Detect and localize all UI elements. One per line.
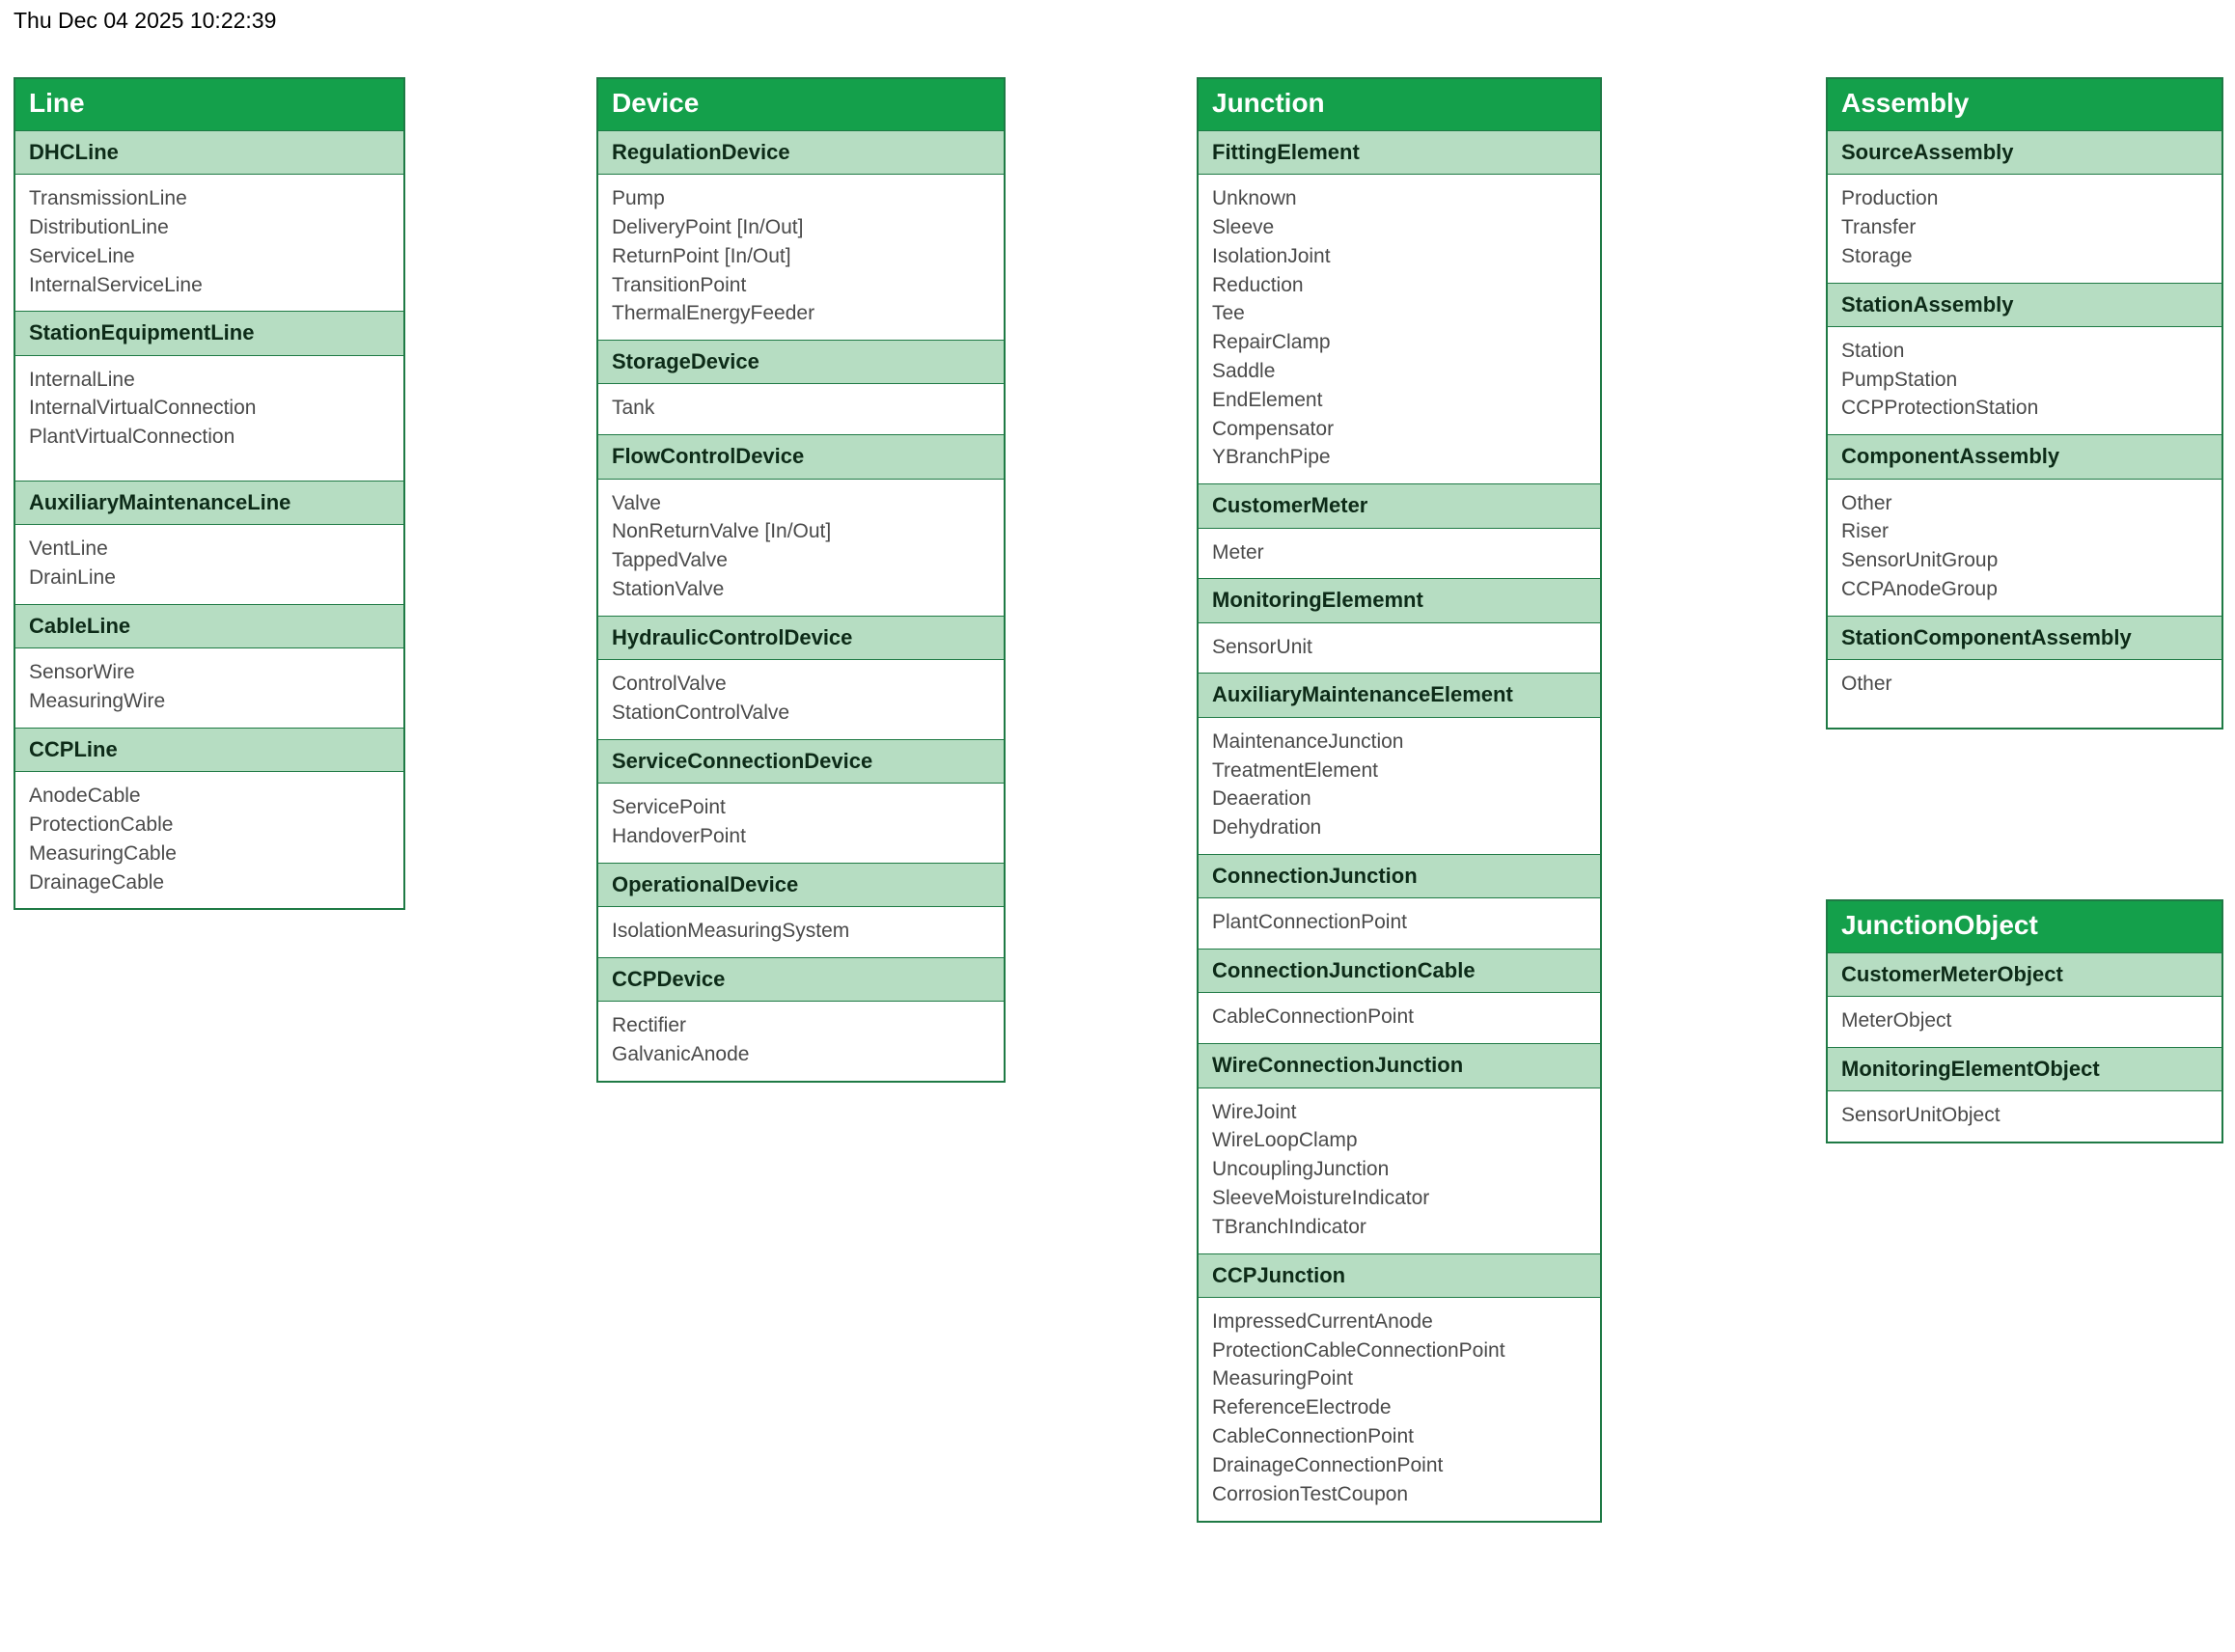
group-storagedevice <box>598 340 1004 434</box>
group-header-componentassembly: ComponentAssembly <box>1828 435 2221 479</box>
list-item: ProtectionCable <box>29 813 174 837</box>
list-item: Dehydration <box>1212 816 1322 840</box>
card-device <box>596 77 1006 1083</box>
card-line <box>14 77 405 910</box>
group-items-wireconnectionjunction <box>1199 1088 1600 1253</box>
group-header-connectionjunctioncable: ConnectionJunctionCable <box>1199 950 1600 993</box>
list-item: PumpStation <box>1841 368 1958 391</box>
list-item: HandoverPoint <box>612 824 746 847</box>
group-header-fittingelement: FittingElement <box>1199 131 1600 175</box>
group-items-customermeterobject <box>1828 997 2221 1047</box>
card-column-line <box>14 77 405 910</box>
group-stationassembly <box>1828 283 2221 435</box>
group-operationaldevice <box>598 863 1004 957</box>
group-items-operationaldevice <box>598 907 1004 957</box>
card-column-junction <box>1197 77 1602 1523</box>
group-ccpline <box>15 728 403 909</box>
group-header-hydrauliccontroldevice: HydraulicControlDevice <box>598 617 1004 660</box>
list-item: Sleeve <box>1212 215 1275 238</box>
list-item: DeliveryPoint [In/Out] <box>612 215 804 238</box>
group-serviceconnectiondevice <box>598 739 1004 863</box>
group-items-stationassembly <box>1828 327 2221 434</box>
group-customermeter <box>1199 483 1600 578</box>
group-header-monitoringelememnt: MonitoringElememnt <box>1199 579 1600 622</box>
group-header-dhcline: DHCLine <box>15 131 403 175</box>
group-dhcline <box>15 130 403 312</box>
group-items-stationequipmentline <box>15 356 403 481</box>
card-title-device: Device <box>598 79 1004 130</box>
card-title-junction: Junction <box>1199 79 1600 130</box>
list-item: TappedValve <box>612 549 728 572</box>
group-ccpjunction <box>1199 1253 1600 1521</box>
group-connectionjunction <box>1199 854 1600 949</box>
group-customermeterobject <box>1828 952 2221 1047</box>
group-header-regulationdevice: RegulationDevice <box>598 131 1004 175</box>
list-item: PlantVirtualConnection <box>29 426 235 449</box>
list-item: Station <box>1841 339 1905 362</box>
list-item: CableConnectionPoint <box>1212 1005 1414 1029</box>
list-item: DistributionLine <box>29 215 169 238</box>
list-item: StationControlValve <box>612 701 790 724</box>
group-items-dhcline <box>15 175 403 311</box>
group-header-auxiliarymaintenanceelement: AuxiliaryMaintenanceElement <box>1199 674 1600 717</box>
group-fittingelement <box>1199 130 1600 483</box>
list-item: Production <box>1841 187 1939 210</box>
list-item: Other <box>1841 673 1892 696</box>
group-header-ccpjunction: CCPJunction <box>1199 1254 1600 1298</box>
list-item: WireJoint <box>1212 1100 1297 1123</box>
group-monitoringelememnt <box>1199 578 1600 673</box>
list-item: MeasuringPoint <box>1212 1367 1353 1390</box>
group-header-stationequipmentline: StationEquipmentLine <box>15 312 403 355</box>
group-header-connectionjunction: ConnectionJunction <box>1199 855 1600 898</box>
group-cableline <box>15 604 403 728</box>
group-items-storagedevice <box>598 384 1004 434</box>
list-item: ReferenceElectrode <box>1212 1396 1392 1419</box>
card-junctionobject <box>1826 899 2223 1143</box>
list-item: TransmissionLine <box>29 187 187 210</box>
list-item: InternalVirtualConnection <box>29 397 257 420</box>
group-header-stationassembly: StationAssembly <box>1828 284 2221 327</box>
list-item: GalvanicAnode <box>612 1042 750 1065</box>
list-item: Rectifier <box>612 1014 687 1037</box>
list-item: CCPProtectionStation <box>1841 397 2039 420</box>
list-item: Riser <box>1841 520 1890 543</box>
group-items-cableline <box>15 648 403 728</box>
list-item: DrainageCable <box>29 870 165 894</box>
list-item: Deaeration <box>1212 787 1311 811</box>
list-item: MeasuringWire <box>29 690 166 713</box>
card-column-assembly <box>1826 77 2223 730</box>
list-item: MeterObject <box>1841 1009 1952 1032</box>
list-item: InternalLine <box>29 368 135 391</box>
group-items-fittingelement <box>1199 175 1600 483</box>
list-item: Meter <box>1212 540 1264 564</box>
group-hydrauliccontroldevice <box>598 616 1004 739</box>
card-title-junctionobject: JunctionObject <box>1828 901 2221 952</box>
group-items-monitoringelementobject <box>1828 1091 2221 1142</box>
group-items-serviceconnectiondevice <box>598 784 1004 863</box>
group-connectionjunctioncable <box>1199 949 1600 1043</box>
list-item: SensorUnit <box>1212 635 1312 658</box>
list-item: CCPAnodeGroup <box>1841 578 1998 600</box>
group-items-ccpdevice <box>598 1002 1004 1081</box>
list-item: SensorUnitGroup <box>1841 549 1999 572</box>
list-item: CableConnectionPoint <box>1212 1425 1414 1448</box>
list-item: TreatmentElement <box>1212 758 1378 782</box>
group-header-customermeterobject: CustomerMeterObject <box>1828 953 2221 997</box>
list-item: IsolationMeasuringSystem <box>612 919 850 942</box>
list-item: InternalServiceLine <box>29 273 203 296</box>
group-items-monitoringelememnt <box>1199 623 1600 674</box>
list-item: Valve <box>612 491 661 514</box>
group-items-flowcontroldevice <box>598 480 1004 616</box>
card-column-junctionobject <box>1826 899 2223 1143</box>
group-header-storagedevice: StorageDevice <box>598 341 1004 384</box>
group-items-sourceassembly <box>1828 175 2221 282</box>
group-header-ccpdevice: CCPDevice <box>598 958 1004 1002</box>
list-item: DrainageConnectionPoint <box>1212 1453 1444 1476</box>
group-monitoringelementobject <box>1828 1047 2221 1142</box>
group-componentassembly <box>1828 434 2221 616</box>
group-regulationdevice <box>598 130 1004 340</box>
list-item: WireLoopClamp <box>1212 1129 1358 1152</box>
group-items-auxiliarymaintenanceline <box>15 525 403 604</box>
group-items-hydrauliccontroldevice <box>598 660 1004 739</box>
list-item: Transfer <box>1841 215 1917 238</box>
group-header-ccpline: CCPLine <box>15 729 403 772</box>
list-item: Reduction <box>1212 273 1304 296</box>
list-item: ThermalEnergyFeeder <box>612 302 815 325</box>
group-header-sourceassembly: SourceAssembly <box>1828 131 2221 175</box>
list-item: UncouplingJunction <box>1212 1158 1390 1181</box>
list-item: Saddle <box>1212 359 1276 382</box>
group-auxiliarymaintenanceelement <box>1199 673 1600 854</box>
group-auxiliarymaintenanceline <box>15 481 403 604</box>
list-item: MeasuringCable <box>29 841 177 865</box>
list-item: YBranchPipe <box>1212 446 1331 469</box>
group-header-serviceconnectiondevice: ServiceConnectionDevice <box>598 740 1004 784</box>
list-item: IsolationJoint <box>1212 244 1331 267</box>
list-item: StationValve <box>612 578 725 600</box>
list-item: ImpressedCurrentAnode <box>1212 1309 1433 1333</box>
group-header-flowcontroldevice: FlowControlDevice <box>598 435 1004 479</box>
group-flowcontroldevice <box>598 434 1004 616</box>
list-item: NonReturnValve [In/Out] <box>612 520 832 543</box>
list-item: DrainLine <box>29 566 116 590</box>
list-item: TransitionPoint <box>612 273 747 296</box>
group-header-customermeter: CustomerMeter <box>1199 484 1600 528</box>
card-title-line: Line <box>15 79 403 130</box>
group-ccpdevice <box>598 957 1004 1081</box>
list-item: SensorWire <box>29 661 135 684</box>
group-stationcomponentassembly <box>1828 616 2221 728</box>
group-items-auxiliarymaintenanceelement <box>1199 718 1600 854</box>
list-item: TBranchIndicator <box>1212 1215 1366 1238</box>
group-items-ccpjunction <box>1199 1298 1600 1521</box>
list-item: Tank <box>612 397 655 420</box>
list-item: Compensator <box>1212 417 1335 440</box>
group-items-componentassembly <box>1828 480 2221 616</box>
group-items-stationcomponentassembly <box>1828 660 2221 728</box>
group-header-cableline: CableLine <box>15 605 403 648</box>
group-header-wireconnectionjunction: WireConnectionJunction <box>1199 1044 1600 1088</box>
list-item: VentLine <box>29 537 108 561</box>
group-sourceassembly <box>1828 130 2221 283</box>
group-header-monitoringelementobject: MonitoringElementObject <box>1828 1048 2221 1091</box>
list-item: ProtectionCableConnectionPoint <box>1212 1338 1505 1362</box>
group-items-ccpline <box>15 772 403 908</box>
card-junction <box>1197 77 1602 1523</box>
list-item: Pump <box>612 187 665 210</box>
list-item: SensorUnitObject <box>1841 1104 2000 1127</box>
list-item: ServiceLine <box>29 244 135 267</box>
card-column-device <box>596 77 1006 1083</box>
list-item: SleeveMoistureIndicator <box>1212 1186 1430 1209</box>
list-item: Storage <box>1841 244 1913 267</box>
list-item: MaintenanceJunction <box>1212 730 1404 753</box>
group-items-connectionjunction <box>1199 898 1600 949</box>
list-item: Unknown <box>1212 187 1297 210</box>
list-item: Other <box>1841 491 1892 514</box>
group-items-connectionjunctioncable <box>1199 993 1600 1043</box>
group-header-operationaldevice: OperationalDevice <box>598 864 1004 907</box>
card-title-assembly: Assembly <box>1828 79 2221 130</box>
list-item: RepairClamp <box>1212 331 1331 354</box>
list-item: ServicePoint <box>612 796 726 819</box>
group-wireconnectionjunction <box>1199 1043 1600 1253</box>
group-items-regulationdevice <box>598 175 1004 340</box>
list-item: ReturnPoint [In/Out] <box>612 244 791 267</box>
card-assembly <box>1826 77 2223 730</box>
group-header-stationcomponentassembly: StationComponentAssembly <box>1828 617 2221 660</box>
group-items-customermeter <box>1199 529 1600 579</box>
list-item: AnodeCable <box>29 785 141 808</box>
list-item: CorrosionTestCoupon <box>1212 1482 1409 1505</box>
list-item: EndElement <box>1212 388 1323 411</box>
list-item: ControlValve <box>612 673 727 696</box>
timestamp: Thu Dec 04 2025 10:22:39 <box>14 8 277 33</box>
group-stationequipmentline <box>15 311 403 481</box>
list-item: Tee <box>1212 302 1245 325</box>
list-item: PlantConnectionPoint <box>1212 911 1407 934</box>
group-header-auxiliarymaintenanceline: AuxiliaryMaintenanceLine <box>15 482 403 525</box>
